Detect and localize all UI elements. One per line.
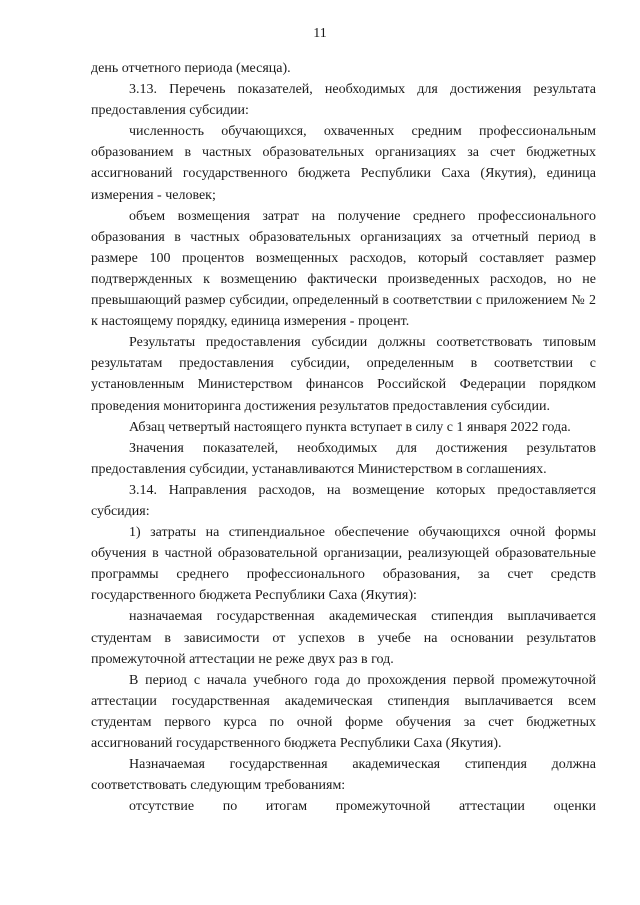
paragraph: 3.13. Перечень показателей, необходимых для достижения результата предоставления субсидии: [91,82,596,119]
paragraph: численность обучающихся, охваченных средним профессиональным образованием в частных образовательных организациях за счет бюджетных ассигнований государственного бюджета Республики Саха (Якутия), единица измерения - человек; [91,124,596,203]
paragraph: назначаемая государственная академическая стипендия выплачивается студентам в зависимости от успехов в учебе на основании результатов промежуточной аттестации не реже двух раз в год. [91,609,596,667]
paragraph: Назначаемая государственная академическая стипендия должна соответствовать следующим требованиям: [91,757,596,794]
paragraph: Значения показателей, необходимых для достижения результатов предоставления субсидии, устанавливаются Министерством в соглашениях. [91,440,596,477]
paragraph: Абзац четвертый настоящего пункта вступает в силу с 1 января 2022 года. [129,419,571,435]
page-number: 11 [313,26,327,41]
paragraph: 3.14. Направления расходов, на возмещение которых предоставляется субсидия: [91,482,596,519]
paragraph: отсутствие по итогам промежуточной аттестации оценки [129,799,596,815]
paragraph: 1) затраты на стипендиальное обеспечение обучающихся очной формы обучения в частной образовательной организации, реализующей образовательные программы среднего профессионального образования, за счет средств государственного бюджета Республики Саха (Якутия): [91,525,596,604]
paragraph: день отчетного периода (месяца). [91,61,291,76]
paragraph: В период с начала учебного года до прохождения первой промежуточной аттестации государственная академическая стипендия выплачивается всем студентам первого курса по очной форме обучения за счет бюджетных ассигнований государственного бюджета Республики Саха (Якутия). [91,672,596,751]
paragraph: объем возмещения затрат на получение среднего профессионального образования в частных образовательных организациях за отчетный период в размере 100 процентов возмещенных расходов, который составляет размер подтвержденных к возмещению фактически произведенных расходов, но не превышающий размер субсидии, определенный в соответствии с приложением № 2 к настоящему порядку, единица измерения - процент. [91,208,596,330]
document-body [91,58,596,817]
paragraph: Результаты предоставления субсидии должны соответствовать типовым результатам предоставления субсидии, определенным в соответствии с установленным Министерством финансов Российской Федерации порядком проведения мониторинга достижения результатов предоставления субсидии. [91,335,596,414]
